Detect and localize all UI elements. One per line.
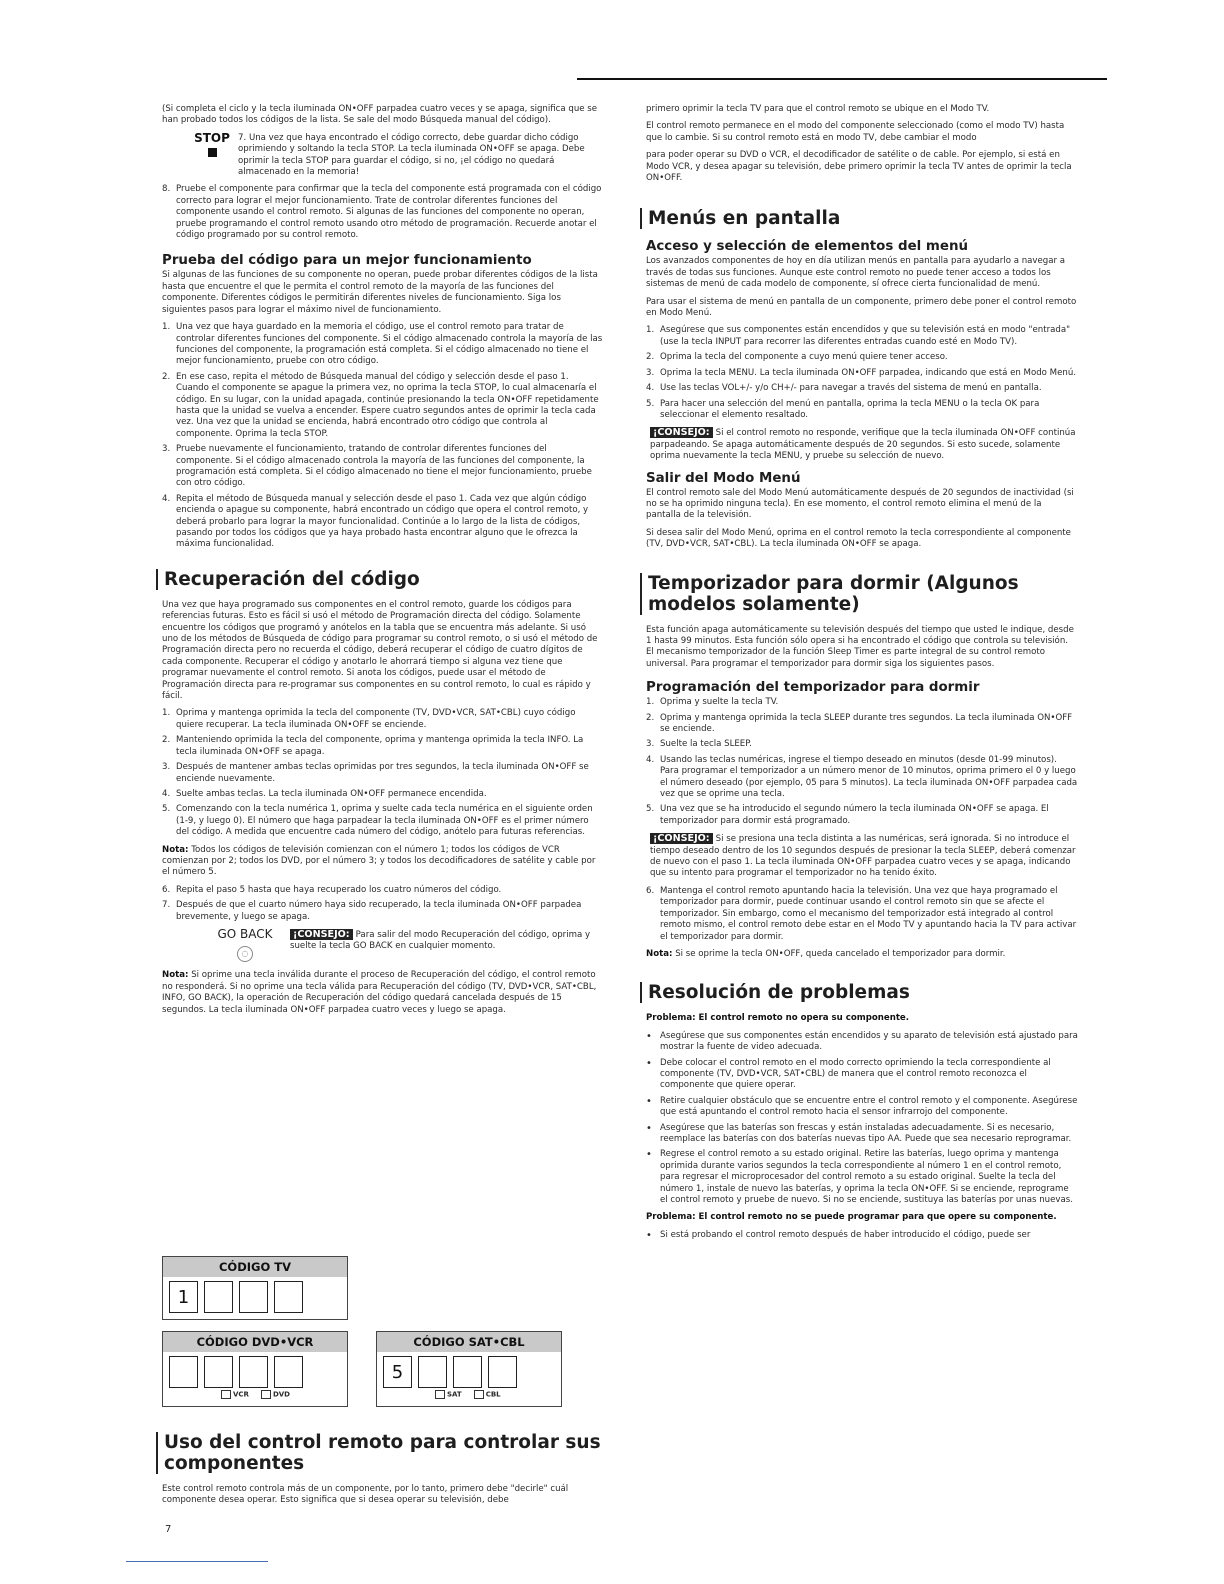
paragraph: Para usar el sistema de menú en pantalla de un componente, primero debe poner el control remoto en Modo Menú.	[646, 296, 1077, 319]
step-number: 3.	[162, 762, 171, 773]
list-item	[646, 697, 1078, 708]
paragraph: Si algunas de las funciones de su componente no operan, puede probar diferentes códigos de la lista hasta que encuentre el que le permita el control remoto de la mayoría de las funciones del componente. Diferentes códigos le permitirán diferentes niveles de funcionamiento. Siga los siguientes pasos para lograr el máximo nivel de funcionamiento.	[162, 270, 598, 315]
note-label: Nota:	[646, 948, 673, 959]
problem-heading: Problema: El control remoto no opera su componente.	[646, 1013, 910, 1024]
step-number: 1.	[646, 697, 655, 708]
note-text: Todos los códigos de televisión comienzan con el número 1; todos los códigos de VCR comienzan por 2; todos los DVD, por el número 3; y todos los decodificadores de satélite y cable por el número 5.	[162, 844, 596, 878]
step-number: 4.	[162, 493, 171, 504]
list-item	[646, 325, 1078, 348]
list-item	[162, 444, 604, 490]
step-number: 5.	[646, 398, 655, 409]
bullet-icon: •	[646, 1122, 652, 1134]
header-rule	[577, 78, 1107, 80]
code-digit	[453, 1356, 482, 1388]
code-box-sat-cbl	[376, 1331, 562, 1407]
tip-badge: ¡CONSEJO:	[290, 929, 353, 940]
bullet-text: Retire cualquier obstáculo que se encuentre entre el control remoto y el componente. Asegúrese que está apuntando el control remoto hacia el sensor infrarrojo del componente.	[660, 1095, 1078, 1118]
step-number: 2.	[162, 735, 171, 746]
step-list	[162, 322, 604, 551]
step-number: 1.	[162, 322, 171, 333]
list-item	[646, 1149, 1078, 1206]
code-box-title: CÓDIGO TV	[163, 1257, 347, 1277]
paragraph: El control remoto sale del Modo Menú automáticamente después de 20 segundos de inactividad (si no se ha oprimido ninguna tecla). En ese momento, el control remoto elimina el menú de la pantalla de la televisión.	[646, 487, 1074, 521]
list-item	[646, 1123, 1078, 1146]
step-body: Manteniendo oprimida la tecla del componente, oprima y mantenga oprimida la tecla INFO. La tecla iluminada ON•OFF se apaga.	[176, 735, 584, 757]
option-label: VCR	[233, 1390, 249, 1399]
option-label: CBL	[485, 1390, 501, 1399]
step-number: 2.	[646, 712, 655, 723]
paragraph: Si desea salir del Modo Menú, oprima en el control remoto la tecla correspondiente al componente (TV, DVD•VCR, SAT•CBL). La tecla iluminada ON•OFF se apaga.	[646, 527, 1071, 550]
option-cbl	[474, 1390, 501, 1399]
option-label: DVD	[272, 1390, 290, 1399]
step-number: 4.	[646, 383, 655, 394]
left-bottom-section	[162, 1430, 604, 1513]
section-title: Temporizador para dormir (Algunos modelos solamente)	[640, 573, 1078, 615]
tip-badge: ¡CONSEJO:	[650, 427, 713, 438]
list-item	[646, 804, 1078, 827]
list-item	[646, 1031, 1078, 1054]
goback-button-icon: ◌	[237, 946, 253, 962]
note	[646, 949, 1078, 960]
list-item	[646, 739, 1078, 750]
code-digit: 5	[383, 1356, 412, 1388]
paragraph: Los avanzados componentes de hoy en día utilizan menús en pantalla para ayudarlo a navegar a través de todas sus funciones. Aunque este control remoto no puede tener acceso a todos los sistemas de menú de cada modelo de componente, sí ofrece cierta funcionalidad de menú.	[646, 256, 1066, 290]
step-body: Mantenga el control remoto apuntando hacia la televisión. Una vez que haya programado el temporizador para dormir, puede continuar usando el control remoto sin que se afecte el temporizador. Sin embargo, como el mecanismo del temporizador está integrado al control remoto mismo, el control remoto debe estar en el Modo TV y apuntando hacia la TV para activar el temporizador para dormir.	[660, 885, 1077, 942]
tip-text	[290, 929, 604, 953]
code-digit	[239, 1281, 268, 1313]
paragraph: primero oprimir la tecla TV para que el control remoto se ubique en el Modo TV.	[646, 104, 990, 114]
section-heading: Prueba del código para un mejor funcionamiento	[162, 253, 532, 269]
step-body: Oprima y mantenga oprimida la tecla del componente (TV, DVD•VCR, SAT•CBL) cuyo código quiere recuperar. La tecla iluminada ON•OFF se enciende.	[176, 708, 576, 730]
paragraph: para poder operar su DVD o VCR, el decodificador de satélite o de cable. Por ejemplo, si está en Modo VCR, y desea apagar su televisión, debe primero oprimir la tecla TV antes de oprimir la tecla ON•OFF.	[646, 150, 1072, 184]
code-digit	[169, 1356, 198, 1388]
bullet-text: Regrese el control remoto a su estado original. Retire las baterías, luego oprima y mantenga oprimida durante varios segundos la tecla correspondiente al número 1 en el control remoto, para regresar el microprocesador del control remoto a su estado original. Suelte la tecla del número 1, instale de nuevo las baterías, y oprima la tecla ON•OFF. Si se enciende, reprograme el control remoto y pruebe de nuevo. Si no se enciende, sustituya las baterías por unas nuevas.	[660, 1149, 1073, 1205]
footer-rule	[126, 1561, 268, 1562]
problem-heading: Problema: El control remoto no se puede programar para que opere su componente.	[646, 1212, 1057, 1223]
list-item	[646, 1230, 1078, 1241]
step-list	[162, 885, 604, 923]
step-number: 7.	[238, 132, 247, 143]
list-item	[646, 1096, 1078, 1119]
stop-step	[162, 130, 604, 179]
step-number: 4.	[162, 788, 171, 799]
section-heading: Programación del temporizador para dormir	[646, 680, 980, 696]
tip	[646, 833, 1078, 880]
bullet-icon: •	[646, 1229, 652, 1241]
step-number: 1.	[646, 325, 655, 336]
step-list	[162, 184, 604, 241]
code-digit	[204, 1281, 233, 1313]
note-text: Si oprime una tecla inválida durante el proceso de Recuperación del código, el control remoto no responderá. Si no oprime una tecla válida para Recuperación del código (TV, DVD•VCR, SAT•CBL, INFO, GO BACK), la operación de Recuperación del código quedará cancelada después de 15 segundos. La tecla iluminada ON•OFF parpadea cuatro veces y luego se apaga.	[162, 970, 597, 1015]
list-item	[162, 494, 604, 551]
code-digit	[274, 1356, 303, 1388]
tip-body: Si se presiona una tecla distinta a las numéricas, será ignorada. Si no introduce el tiempo deseado dentro de los 10 segundos después de presionar la tecla SLEEP, deberá comenzar de nuevo con el paso 1. La tecla iluminada ON•OFF parpadea cuatro veces y se apaga, indicando que su intento para programar el temporizador no ha tenido éxito.	[650, 834, 1076, 879]
goback-key-illustration	[200, 926, 290, 962]
list-item	[646, 1058, 1078, 1092]
code-cells	[163, 1277, 347, 1313]
step-body: Una vez que haya guardado en la memoria el código, use el control remoto para tratar de controlar diferentes funciones del componente. Si el código almacenado controla la mayoría de las funciones del componente, la programación está completa. Si el código almacenado no tiene el mejor funcionamiento, pruebe con otro código.	[176, 322, 603, 367]
tip-badge: ¡CONSEJO:	[650, 833, 713, 844]
step-body: En ese caso, repita el método de Búsqueda manual del código y selección desde el paso 1. Cuando el componente se apague la primera vez, no oprima la tecla STOP, lo cual almacenaría el código. En su lugar, con la unidad apagada, continúe presionando la tecla ON•OFF repetidamente hasta que la unidad se vuelva a encender. Espere cuatro segundos antes de oprimir la tecla cada vez. Una vez que la unidad se encienda, habrá encontrado otro código que controla al componente. Oprima la tecla STOP.	[176, 371, 599, 439]
list-item	[162, 804, 604, 838]
list-item	[646, 755, 1078, 801]
goback-key-label: GO BACK	[217, 926, 273, 941]
bullet-text: Asegúrese que sus componentes están encendidos y su aparato de televisión está ajustado para mostrar la fuente de video adecuada.	[660, 1030, 1078, 1053]
paragraph: El control remoto permanece en el modo del componente seleccionado (como el modo TV) hasta que lo cambie. Si su control remoto está en modo TV, debe cambiar el modo	[646, 121, 1065, 143]
list-item	[646, 383, 1078, 394]
checkbox-icon	[435, 1390, 445, 1399]
checkbox-icon	[261, 1390, 271, 1399]
note-label: Nota:	[162, 844, 189, 855]
paragraph: Este control remoto controla más de un componente, por lo tanto, primero debe "decirle" cuál componente desea operar. Esto significa que si desea operar su televisión, debe	[162, 1484, 569, 1506]
step-list	[646, 697, 1078, 827]
option-vcr	[221, 1390, 249, 1399]
tip-body: Para salir del modo Recuperación del código, oprima y suelte la tecla GO BACK en cualquier momento.	[290, 929, 591, 952]
step-body: Pruebe nuevamente el funcionamiento, tratando de controlar diferentes funciones del componente. Si el código almacenado controla la mayoría de las funciones del componente, la programación está completa. Si el código almacenado no tiene el mejor funcionamiento, pruebe con otro código.	[176, 444, 592, 489]
section-title: Resolución de problemas	[640, 982, 1078, 1003]
section-heading: Acceso y selección de elementos del menú	[646, 239, 969, 255]
step-number: 6.	[646, 885, 655, 896]
code-digit	[274, 1281, 303, 1313]
stop-key-illustration	[190, 130, 234, 162]
list-item	[162, 322, 604, 368]
step-number: 3.	[646, 739, 655, 750]
list-item	[162, 900, 604, 923]
checkbox-icon	[474, 1390, 484, 1399]
step-number: 5.	[646, 804, 655, 815]
step-body: Después de que el cuarto número haya sido recuperado, la tecla iluminada ON•OFF parpadea brevemente, y luego se apaga.	[176, 900, 582, 922]
step-list	[646, 886, 1078, 943]
tip	[646, 427, 1078, 462]
list-item	[646, 352, 1078, 363]
code-box-title: CÓDIGO DVD•VCR	[163, 1332, 347, 1352]
note-text: Si se oprime la tecla ON•OFF, queda cancelado el temporizador para dormir.	[675, 948, 1006, 959]
list-item	[162, 735, 604, 758]
step-body: Usando las teclas numéricas, ingrese el tiempo deseado en minutos (desde 01-99 minutos). Para programar el temporizador a un número menor de 10 minutos, oprima primero el 0 y luego el número deseado (por ejemplo, 05 para 5 minutos). La tecla iluminada ON•OFF parpadea cada vez que se oprime una tecla.	[660, 754, 1078, 800]
note	[162, 845, 604, 879]
goback-tip-block	[162, 926, 604, 962]
section-heading: Salir del Modo Menú	[646, 470, 801, 486]
step-body: Oprima y suelte la tecla TV.	[660, 697, 779, 708]
code-box-title: CÓDIGO SAT•CBL	[377, 1332, 561, 1352]
code-box-tv	[162, 1256, 348, 1320]
step-number: 4.	[646, 754, 655, 765]
step-body: Oprima la tecla del componente a cuyo menú quiere tener acceso.	[660, 352, 948, 363]
step-number: 1.	[162, 708, 171, 719]
left-column	[162, 104, 604, 1022]
checkbox-icon	[221, 1390, 231, 1399]
paragraph: Esta función apaga automáticamente su televisión después del tiempo que usted le indique, desde 1 hasta 99 minutos. Esta función sólo opera si ha encontrado el código que controla su televisión. El mecanismo temporizador de la función Sleep Timer es parte integral de su control remoto universal. Para programar el temporizador para dormir siga los siguientes pasos.	[646, 624, 1074, 669]
option-label: SAT	[447, 1390, 462, 1399]
list-item	[162, 762, 604, 785]
step-list	[646, 325, 1078, 421]
bullet-icon: •	[646, 1057, 652, 1069]
step-number: 7.	[162, 900, 171, 911]
step-number: 8.	[162, 184, 171, 195]
list-item	[162, 789, 604, 800]
bullet-list	[646, 1031, 1078, 1207]
note-label: Nota:	[162, 970, 189, 981]
step-body: Repita el paso 5 hasta que haya recuperado los cuatro números del código.	[176, 884, 502, 895]
right-column	[646, 104, 1078, 1247]
stop-key-label: STOP	[194, 130, 230, 145]
step-list	[162, 708, 604, 838]
code-digit	[204, 1356, 233, 1388]
step-body: Oprima y mantenga oprimida la tecla SLEEP durante tres segundos. La tecla iluminada ON•OFF se enciende.	[660, 712, 1073, 734]
list-item	[162, 708, 604, 731]
step-body: Para hacer una selección del menú en pantalla, oprima la tecla MENU o la tecla OK para seleccionar el elemento resaltado.	[660, 398, 1040, 420]
step-body: Una vez que se ha introducido el segundo número la tecla iluminada ON•OFF se apaga. El temporizador para dormir está programado.	[660, 804, 1049, 826]
code-box-dvd-vcr	[162, 1331, 348, 1407]
step-body: Suelte ambas teclas. La tecla iluminada ON•OFF permanece encendida.	[176, 788, 487, 799]
bullet-text: Si está probando el control remoto después de haber introducido el código, puede ser	[660, 1229, 1031, 1240]
section-title: Recuperación del código	[156, 569, 604, 590]
page-number: 7	[165, 1524, 172, 1535]
step-number: 5.	[162, 804, 171, 815]
step-body: Después de mantener ambas teclas oprimidas por tres segundos, la tecla iluminada ON•OFF se enciende nuevamente.	[176, 762, 589, 784]
step-text	[234, 133, 604, 179]
code-cells	[163, 1352, 347, 1388]
section-title: Menús en pantalla	[640, 208, 1078, 229]
paragraph: (Si completa el ciclo y la tecla iluminada ON•OFF parpadea cuatro veces y se apaga, significa que se han probado todos los códigos de la lista. Se sale del modo Búsqueda manual del código).	[162, 104, 598, 126]
list-item	[162, 184, 604, 241]
option-sat	[435, 1390, 462, 1399]
step-body: Asegúrese que sus componentes están encendidos y que su televisión está en modo "entrada" (use la tecla INPUT para recorrer las diferentes entradas cuando esté en Modo TV).	[660, 325, 1071, 347]
code-digit	[488, 1356, 517, 1388]
step-number: 2.	[162, 371, 171, 382]
step-body: Suelte la tecla SLEEP.	[660, 739, 752, 750]
bullet-icon: •	[646, 1149, 652, 1161]
code-options	[163, 1390, 347, 1399]
code-digit	[239, 1356, 268, 1388]
section-title: Uso del control remoto para controlar sus componentes	[156, 1432, 604, 1474]
bullet-icon: •	[646, 1030, 652, 1042]
list-item	[162, 372, 604, 440]
step-body: Una vez que haya encontrado el código correcto, debe guardar dicho código oprimiendo y soltando la tecla STOP. La tecla iluminada ON•OFF se apaga. Debe oprimir la tecla STOP para guardar el código, si no, ¡el código no quedará almacenado en la memoria!	[238, 132, 585, 178]
step-body: Use las teclas VOL+/- y/o CH+/- para navegar a través del sistema de menú en pantalla.	[660, 383, 1042, 394]
paragraph: Una vez que haya programado sus componentes en el control remoto, guarde los códigos para referencias futuras. Esto es fácil si usó el método de Programación directa del código. Solamente encuentre los códigos que programó y anótelos en la tabla que se encuentra más adelante. Si usó uno de los métodos de Búsqueda de código para programar su control remoto, o si usó el método de Programación directa pero no recuerda el código, deberá recuperar el código de cuatro dígitos de cada componente. Recuperar el código y anotarlo le ahorrará tiempo si alguna vez tiene que programar nuevamente el control remoto. Si anota los códigos, puede usar el método de Programación directa para re-programar sus componentes en su control remoto, lo cual es rápido y fácil.	[162, 599, 598, 702]
bullet-icon: •	[646, 1095, 652, 1107]
tip-body: Si el control remoto no responde, verifique que la tecla iluminada ON•OFF continúa parpadeando. Se apaga automáticamente después de 20 segundos. Si esto sucede, solamente oprima nuevamente la tecla MENU, y pruebe su selección de nuevo.	[650, 428, 1076, 462]
list-item	[646, 886, 1078, 943]
bullet-text: Debe colocar el control remoto en el modo correcto oprimiendo la tecla correspondiente al componente (TV, DVD•VCR, SAT•CBL) de manera que el control remoto reconozca el componente que quiere operar.	[660, 1057, 1051, 1091]
step-number: 3.	[646, 367, 655, 378]
list-item	[646, 399, 1078, 422]
step-number: 6.	[162, 884, 171, 895]
step-number: 2.	[646, 352, 655, 363]
step-number: 3.	[162, 444, 171, 455]
step-body: Comenzando con la tecla numérica 1, oprima y suelte cada tecla numérica en el siguiente orden (1-9, y luego 0). El número que haga parpadear la tecla iluminada ON•OFF es el primer número del código. A medida que encuentre cada número del código, anótelo para futuras referencias.	[176, 804, 593, 838]
step-body: Repita el método de Búsqueda manual y selección desde el paso 1. Cada vez que algún código encienda o apague su componente, habrá encontrado un código que opera el control remoto, y deberá probarlo para lograr la mayor funcionalidad. Continúe a lo largo de la lista de códigos, pasando por todos los códigos que ya haya probado hasta encontrar alguno que le ofrezca la máxima funcionalidad.	[176, 493, 589, 550]
option-dvd	[261, 1390, 290, 1399]
list-item	[646, 713, 1078, 736]
code-cells	[377, 1352, 561, 1388]
bullet-list	[646, 1230, 1078, 1241]
code-digit	[418, 1356, 447, 1388]
note	[162, 970, 604, 1016]
list-item	[162, 885, 604, 896]
code-digit: 1	[169, 1281, 198, 1313]
code-options	[377, 1390, 561, 1399]
stop-square-icon	[208, 148, 217, 157]
step-body: Oprima la tecla MENU. La tecla iluminada ON•OFF parpadea, indicando que está en Modo Menú.	[660, 367, 1076, 378]
step-body: Pruebe el componente para confirmar que la tecla del componente está programada con el código correcto para lograr el mejor funcionamiento. Trate de controlar diferentes funciones del componente usando el control remoto. Si algunas de las funciones del componente no operan, pruebe programando el control remoto usando otro método de programación. Recuerde anotar el código programado por su control remoto.	[176, 184, 602, 241]
bullet-text: Asegúrese que las baterías son frescas y están instaladas adecuadamente. Si es necesario, reemplace las baterías con dos baterías nuevas tipo AA. Puede que sea necesario reprogramar.	[660, 1122, 1072, 1144]
list-item	[646, 368, 1078, 379]
